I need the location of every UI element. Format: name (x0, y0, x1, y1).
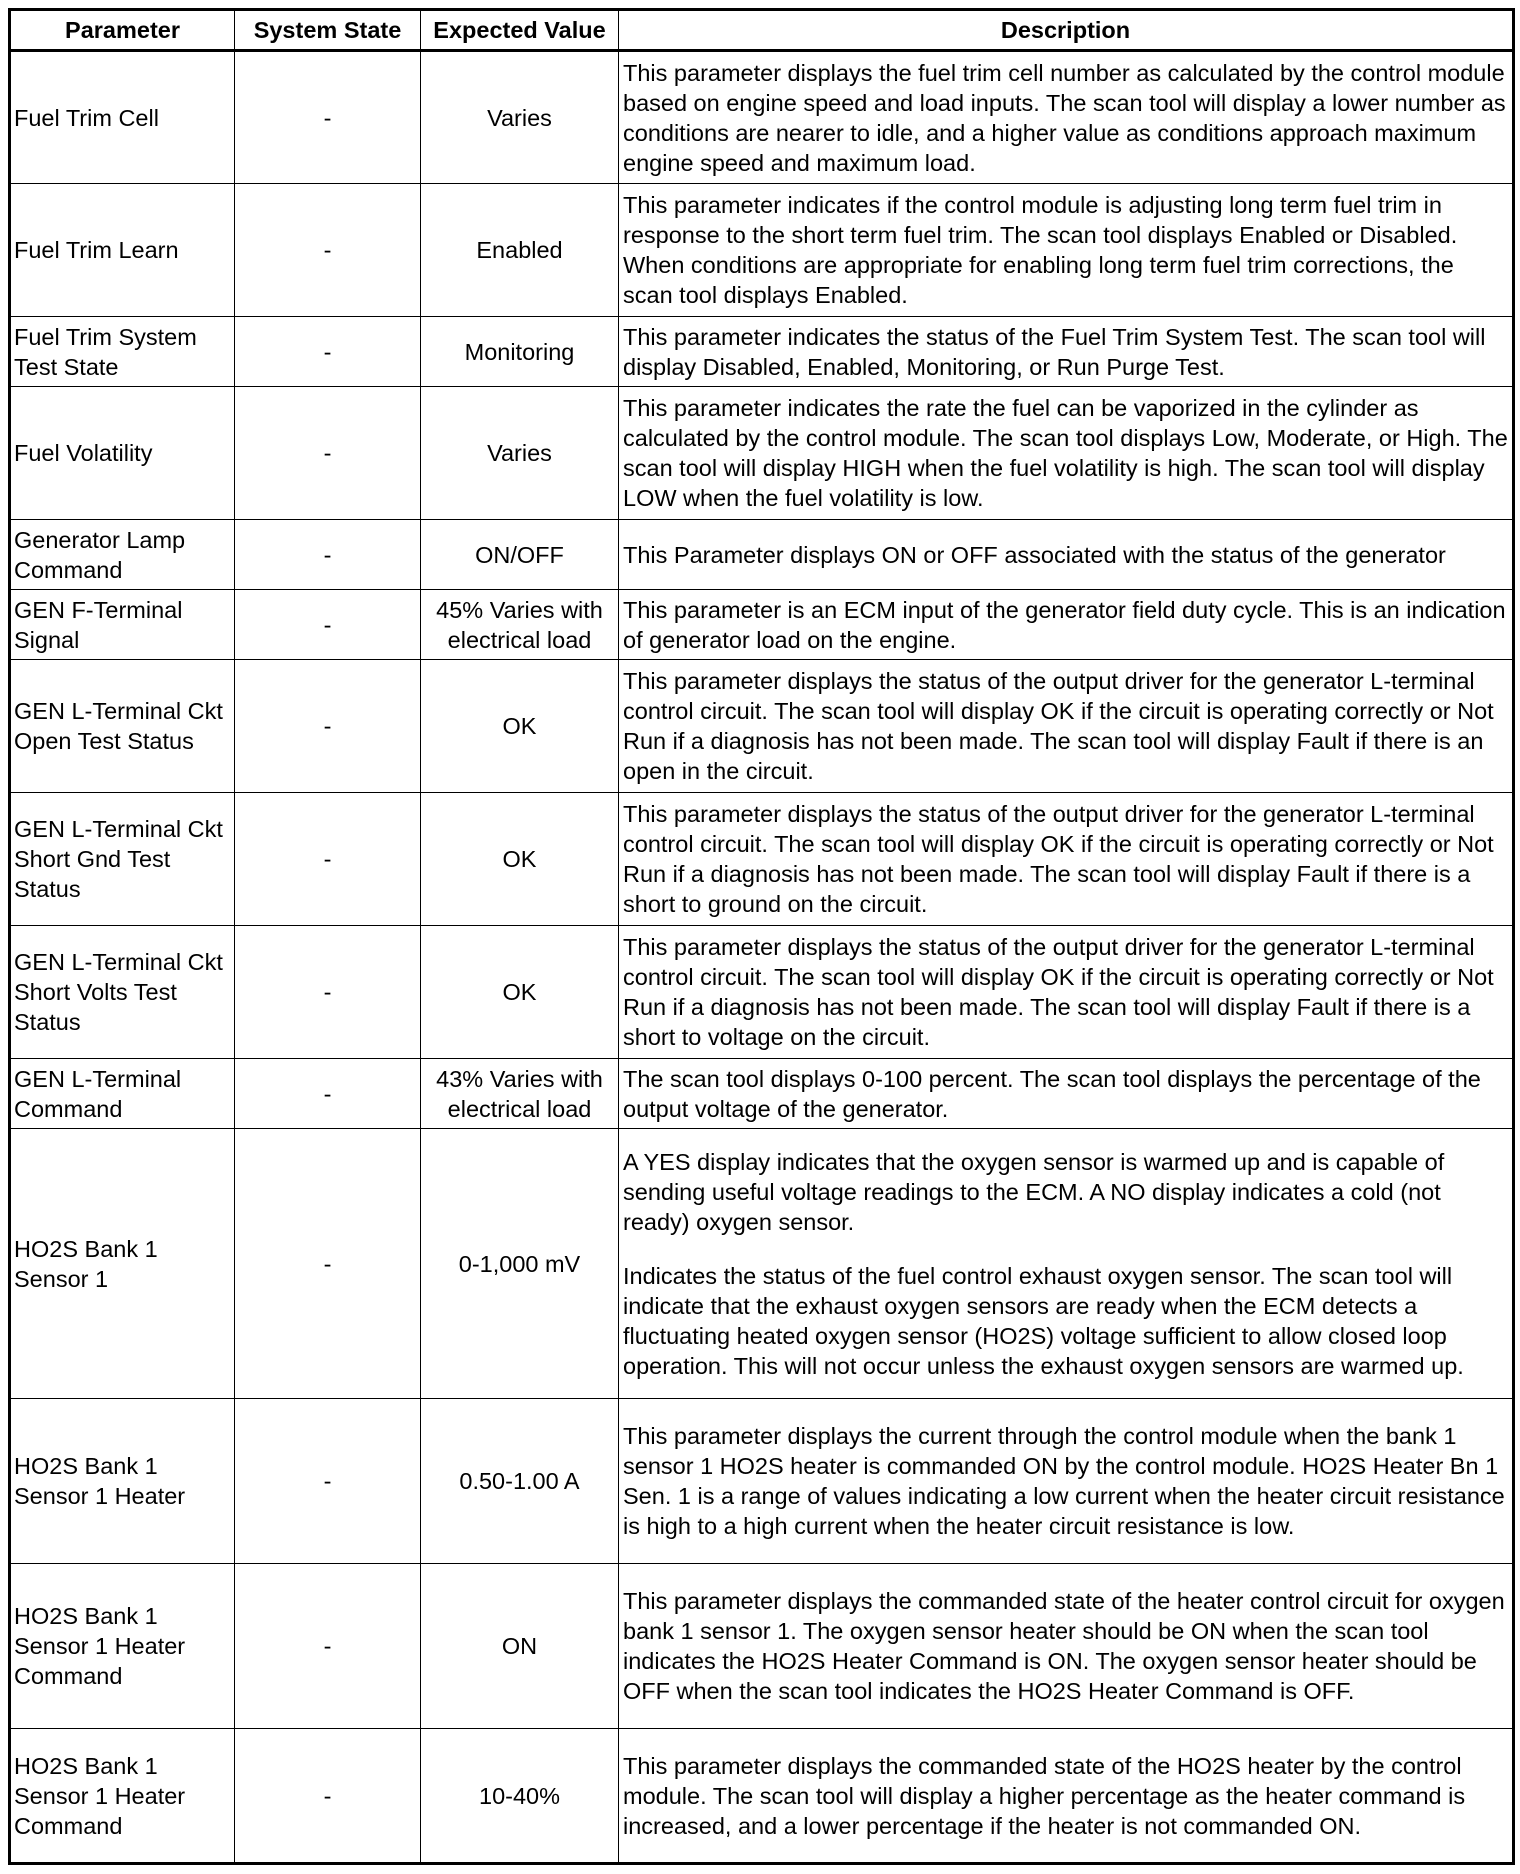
parameter-cell: Fuel Volatility (10, 387, 235, 520)
description-paragraph: Indicates the status of the fuel control exhaust oxygen sensor. The scan tool will indicate that the exhaust oxygen sensors are ready when the ECM detects a fluctuating heated oxygen sensor (HO2S) voltage sufficient to allow closed loop operation. This will not occur unless the exhaust oxygen sensors are warmed up. (623, 1262, 1464, 1379)
description-cell (619, 1399, 1514, 1564)
system-state-cell: - (235, 184, 421, 317)
header-description: Description (619, 10, 1514, 51)
parameter-cell: GEN L-Terminal Command (10, 1059, 235, 1129)
expected-value-cell: 10-40% (421, 1729, 619, 1864)
description-paragraph: This parameter indicates if the control module is adjusting long term fuel trim in response to the short term fuel trim. The scan tool displays Enabled or Disabled. When conditions are appropriate for enabling long term fuel trim corrections, the scan tool displays Enabled. (623, 192, 1458, 308)
table-row (10, 1059, 1514, 1129)
description-cell (619, 520, 1514, 590)
system-state-cell: - (235, 387, 421, 520)
table-row (10, 51, 1514, 184)
description-cell (619, 317, 1514, 387)
system-state-cell: - (235, 590, 421, 660)
table-row (10, 793, 1514, 926)
expected-value-cell: Monitoring (421, 317, 619, 387)
description-paragraph: This Parameter displays ON or OFF associated with the status of the generator (623, 541, 1446, 568)
description-paragraph: This parameter displays the commanded state of the HO2S heater by the control module. The scan tool will display a higher percentage as the heater command is increased, and a lower percentage if the heater is not commanded ON. (623, 1752, 1466, 1839)
description-paragraph: This parameter displays the fuel trim cell number as calculated by the control module based on engine speed and load inputs. The scan tool will display a lower number as conditions are nearer to idle, and a higher value as conditions approach maximum engine speed and maximum load. (623, 59, 1506, 176)
table-header (10, 10, 1514, 51)
parameter-cell: GEN F-Terminal Signal (10, 590, 235, 660)
parameter-cell: HO2S Bank 1 Sensor 1 Heater Command (10, 1564, 235, 1729)
parameter-table-container (8, 8, 1512, 1865)
table-row (10, 926, 1514, 1059)
expected-value-cell: 0.50-1.00 A (421, 1399, 619, 1564)
table-row (10, 520, 1514, 590)
parameter-cell: GEN L-Terminal Ckt Short Gnd Test Status (10, 793, 235, 926)
expected-value-cell: ON (421, 1564, 619, 1729)
system-state-cell: - (235, 51, 421, 184)
parameter-cell: GEN L-Terminal Ckt Open Test Status (10, 660, 235, 793)
table-row (10, 317, 1514, 387)
description-paragraph: This parameter displays the status of the output driver for the generator L-terminal control circuit. The scan tool will display OK if the circuit is operating correctly or Not Run if a diagnosis has not been made. The scan tool will display Fault if there is a short to voltage on the circuit. (623, 934, 1494, 1050)
description-paragraph: This parameter displays the commanded state of the heater control circuit for oxygen bank 1 sensor 1. The oxygen sensor heater should be ON when the scan tool indicates the HO2S Heater Command is ON. The oxygen sensor heater should be OFF when the scan tool indicates the HO2S Heater Command is OFF. (623, 1588, 1505, 1704)
description-paragraph: This parameter displays the status of the output driver for the generator L-terminal control circuit. The scan tool will display OK if the circuit is operating correctly or Not Run if a diagnosis has not been made. The scan tool will display Fault if there is a short to ground on the circuit. (623, 801, 1494, 917)
expected-value-cell: ON/OFF (421, 520, 619, 590)
system-state-cell: - (235, 317, 421, 387)
expected-value-cell: OK (421, 660, 619, 793)
header-system-state: System State (235, 10, 421, 51)
system-state-cell: - (235, 793, 421, 926)
table-row (10, 1129, 1514, 1399)
description-cell (619, 1129, 1514, 1399)
table-row (10, 660, 1514, 793)
description-paragraph: This parameter indicates the status of the Fuel Trim System Test. The scan tool will display Disabled, Enabled, Monitoring, or Run Purge Test. (623, 323, 1486, 380)
expected-value-cell: Varies (421, 387, 619, 520)
expected-value-cell: 0-1,000 mV (421, 1129, 619, 1399)
expected-value-cell: 45% Varies with electrical load (421, 590, 619, 660)
description-cell (619, 387, 1514, 520)
description-cell (619, 926, 1514, 1059)
system-state-cell: - (235, 1564, 421, 1729)
header-expected-value: Expected Value (421, 10, 619, 51)
description-paragraph: The scan tool displays 0-100 percent. The scan tool displays the percentage of the output voltage of the generator. (623, 1065, 1481, 1122)
parameter-cell: Fuel Trim System Test State (10, 317, 235, 387)
description-paragraph: This parameter is an ECM input of the generator field duty cycle. This is an indication of generator load on the engine. (623, 596, 1506, 653)
table-row (10, 1564, 1514, 1729)
description-paragraph: This parameter displays the current through the control module when the bank 1 sensor 1 HO2S heater is commanded ON by the control module. HO2S Heater Bn 1 Sen. 1 is a range of values indicating a low current when the heater circuit resistance is high to a high current when the heater circuit resistance is low. (623, 1423, 1505, 1539)
description-cell (619, 590, 1514, 660)
expected-value-cell: Varies (421, 51, 619, 184)
table-row (10, 387, 1514, 520)
parameter-cell: HO2S Bank 1 Sensor 1 Heater Command (10, 1729, 235, 1864)
parameter-cell: Fuel Trim Learn (10, 184, 235, 317)
parameter-cell: GEN L-Terminal Ckt Short Volts Test Status (10, 926, 235, 1059)
header-row (10, 10, 1514, 51)
table-row (10, 184, 1514, 317)
description-cell (619, 793, 1514, 926)
description-cell (619, 1729, 1514, 1864)
parameter-cell: HO2S Bank 1 Sensor 1 Heater (10, 1399, 235, 1564)
description-cell (619, 184, 1514, 317)
system-state-cell: - (235, 1059, 421, 1129)
description-cell (619, 660, 1514, 793)
parameter-cell: Fuel Trim Cell (10, 51, 235, 184)
description-cell (619, 1059, 1514, 1129)
expected-value-cell: Enabled (421, 184, 619, 317)
parameter-table (8, 8, 1515, 1865)
expected-value-cell: 43% Varies with electrical load (421, 1059, 619, 1129)
table-row (10, 1399, 1514, 1564)
description-paragraph: This parameter displays the status of the output driver for the generator L-terminal control circuit. The scan tool will display OK if the circuit is operating correctly or Not Run if a diagnosis has not been made. The scan tool will display Fault if there is an open in the circuit. (623, 668, 1494, 784)
description-cell (619, 1564, 1514, 1729)
system-state-cell: - (235, 1729, 421, 1864)
system-state-cell: - (235, 926, 421, 1059)
table-body (10, 51, 1514, 1864)
system-state-cell: - (235, 1129, 421, 1399)
table-row (10, 1729, 1514, 1864)
description-paragraph: This parameter indicates the rate the fuel can be vaporized in the cylinder as calculated by the control module. The scan tool displays Low, Moderate, or High. The scan tool will display HIGH when the fuel volatility is high. The scan tool will display LOW when the fuel volatility is low. (623, 395, 1508, 511)
header-parameter: Parameter (10, 10, 235, 51)
expected-value-cell: OK (421, 926, 619, 1059)
description-paragraph: A YES display indicates that the oxygen sensor is warmed up and is capable of sending useful voltage readings to the ECM. A NO display indicates a cold (not ready) oxygen sensor. (623, 1148, 1445, 1235)
parameter-cell: Generator Lamp Command (10, 520, 235, 590)
system-state-cell: - (235, 1399, 421, 1564)
description-cell (619, 51, 1514, 184)
system-state-cell: - (235, 660, 421, 793)
parameter-cell: HO2S Bank 1 Sensor 1 (10, 1129, 235, 1399)
table-row (10, 590, 1514, 660)
expected-value-cell: OK (421, 793, 619, 926)
system-state-cell: - (235, 520, 421, 590)
